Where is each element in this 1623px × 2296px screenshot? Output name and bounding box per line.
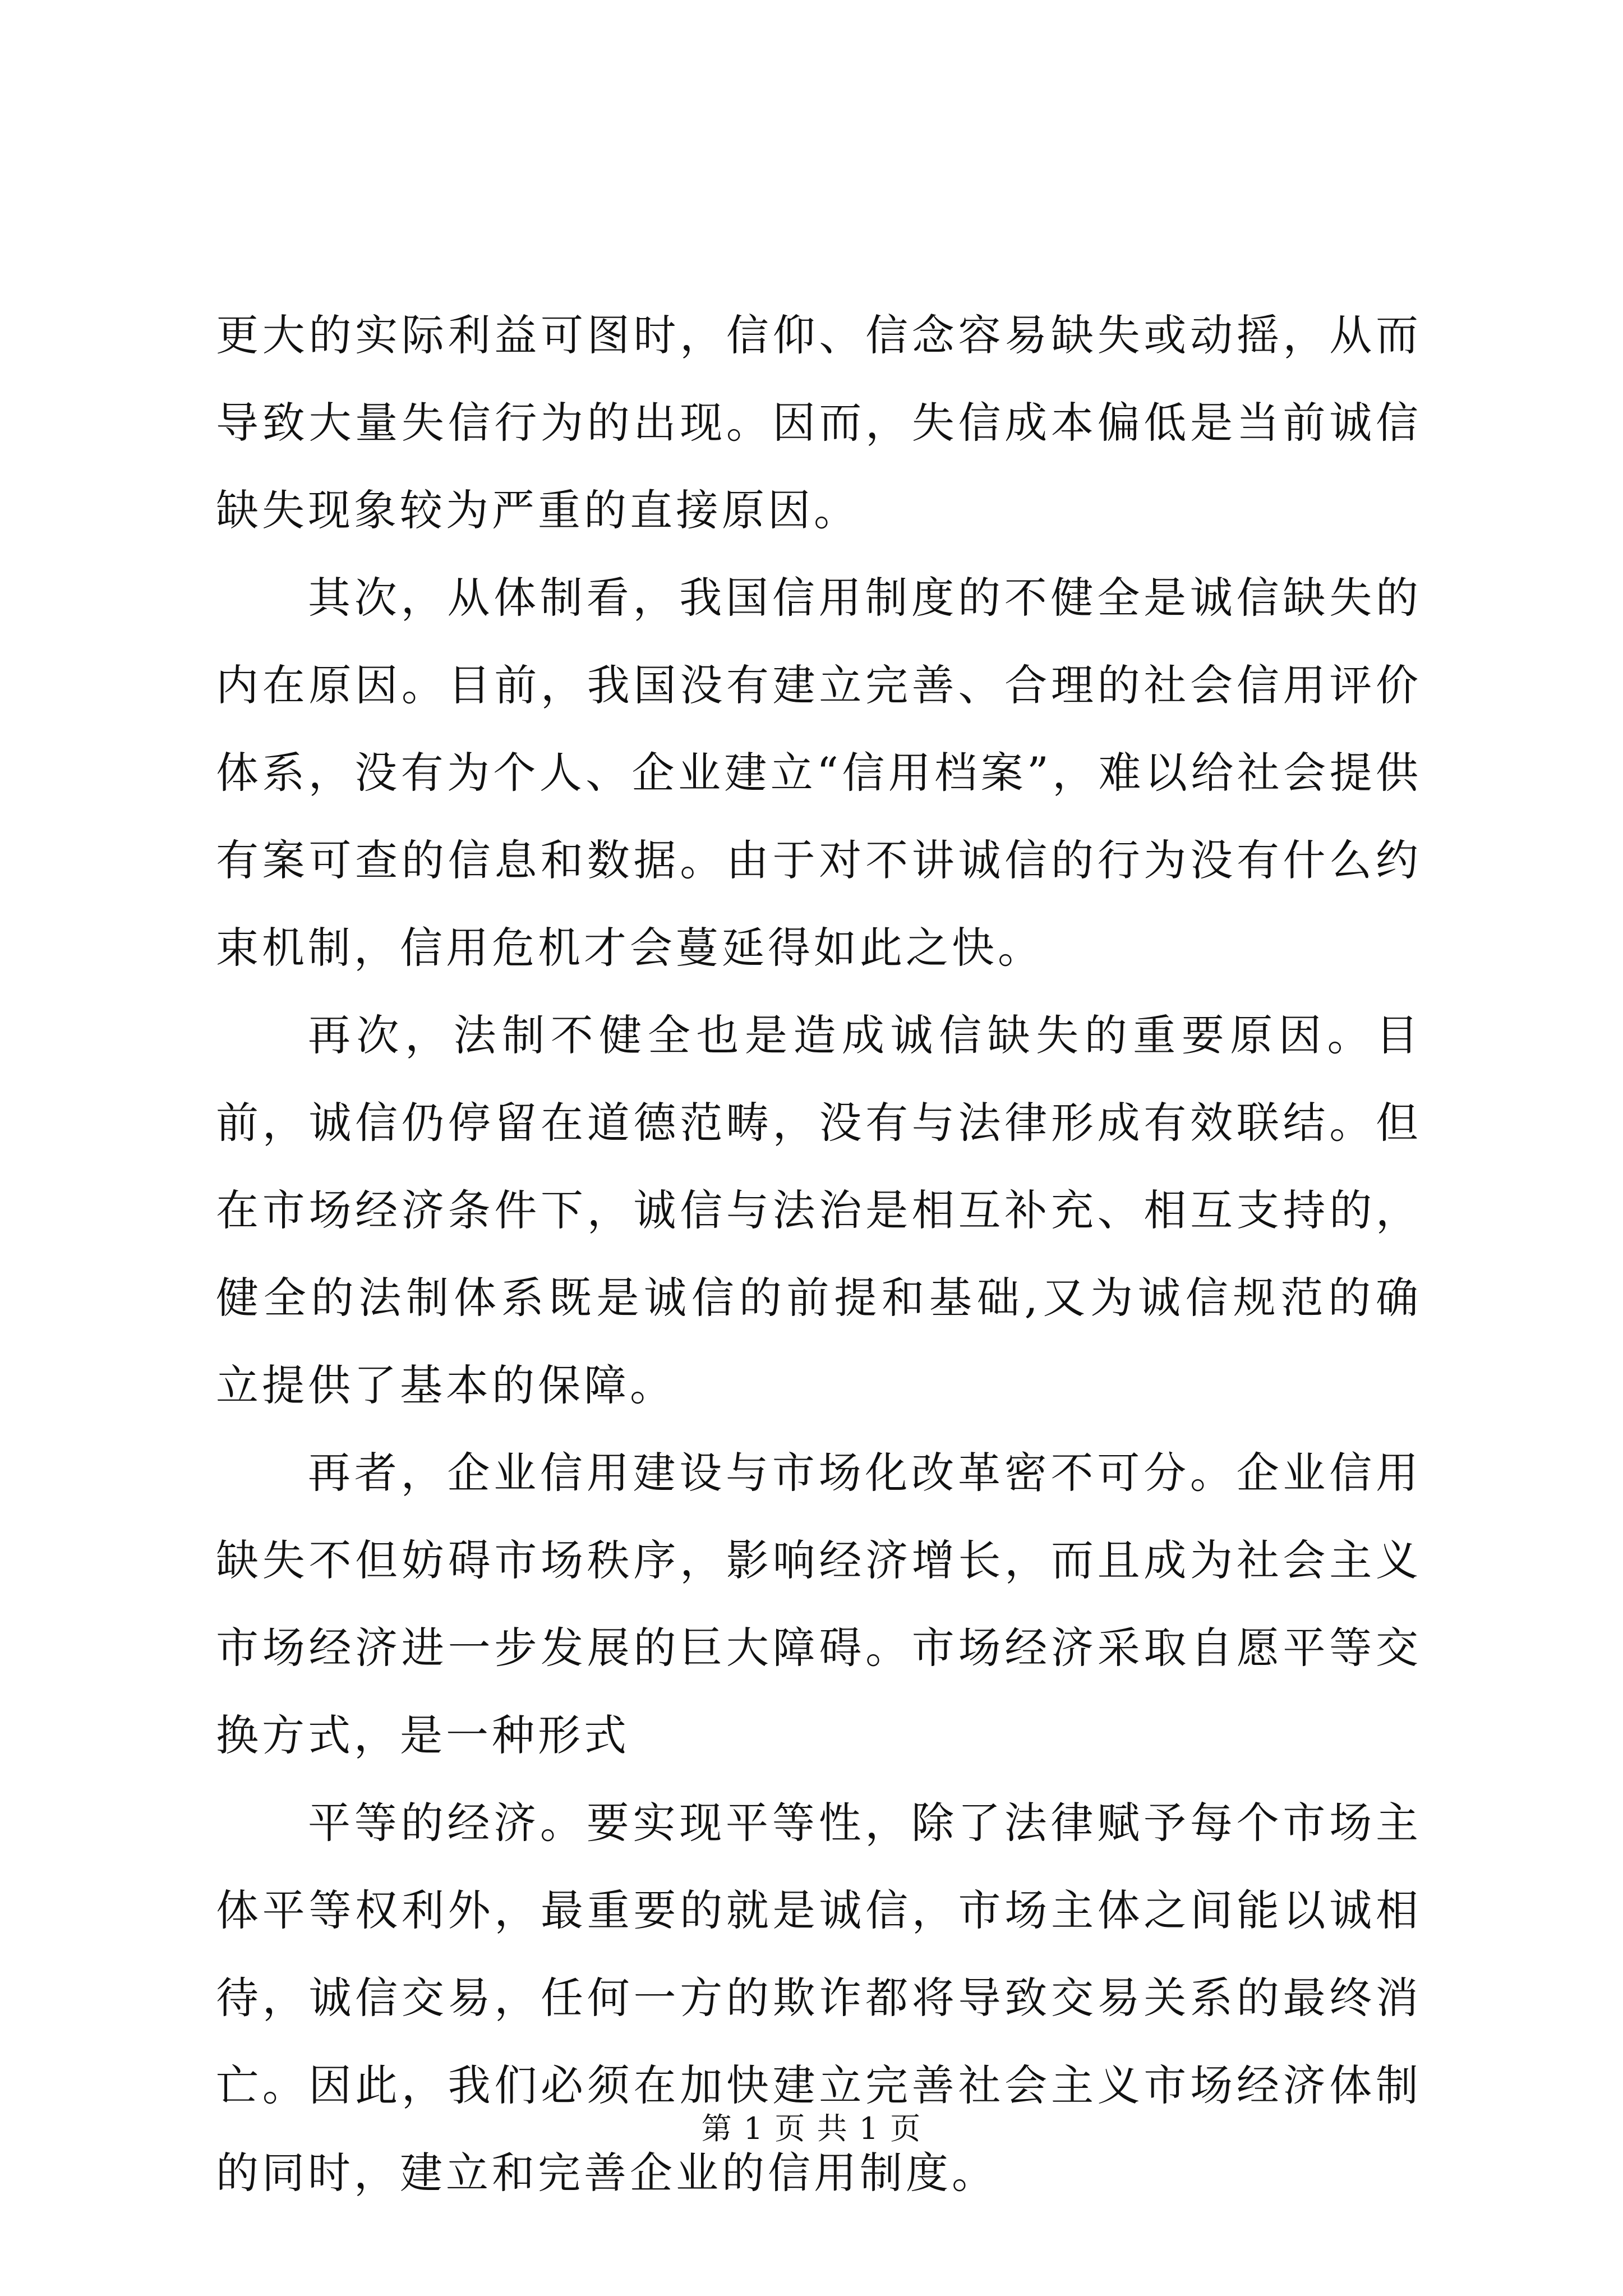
paragraph-3: 再次，法制不健全也是造成诚信缺失的重要原因。目前，诚信仍停留在道德范畴，没有与法律形成有效联结。但在市场经济条件下，诚信与法治是相互补充、相互支持的，健全的法制体系既是诚信的前提和基础,又为诚信规范的确立提供了基本的保障。: [216, 1010, 1422, 1410]
paragraph-1: 更大的实际利益可图时，信仰、信念容易缺失或动摇，从而导致大量失信行为的出现。因而，失信成本偏低是当前诚信缺失现象较为严重的直接原因。: [216, 310, 1422, 535]
document-body: [216, 292, 1422, 2217]
paragraph-4: 再者，企业信用建设与市场化改革密不可分。企业信用缺失不但妨碍市场秩序，影响经济增长，而且成为社会主义市场经济进一步发展的巨大障碍。市场经济采取自愿平等交换方式，是一种形式: [216, 1448, 1422, 1760]
page-footer: 第 1 页 共 1 页: [701, 2111, 922, 2146]
paragraph-5: 平等的经济。要实现平等性，除了法律赋予每个市场主体平等权利外，最重要的就是诚信，市场主体之间能以诚相待，诚信交易，任何一方的欺诈都将导致交易关系的最终消亡。因此，我们必须在加快建立完善社会主义市场经济体制的同时，建立和完善企业的信用制度。: [216, 1798, 1422, 2198]
paragraph-2: 其次，从体制看，我国信用制度的不健全是诚信缺失的内在原因。目前，我国没有建立完善、合理的社会信用评价体系，没有为个人、企业建立“信用档案”，难以给社会提供有案可查的信息和数据。由于对不讲诚信的行为没有什么约束机制，信用危机才会蔓延得如此之快。: [216, 573, 1422, 973]
